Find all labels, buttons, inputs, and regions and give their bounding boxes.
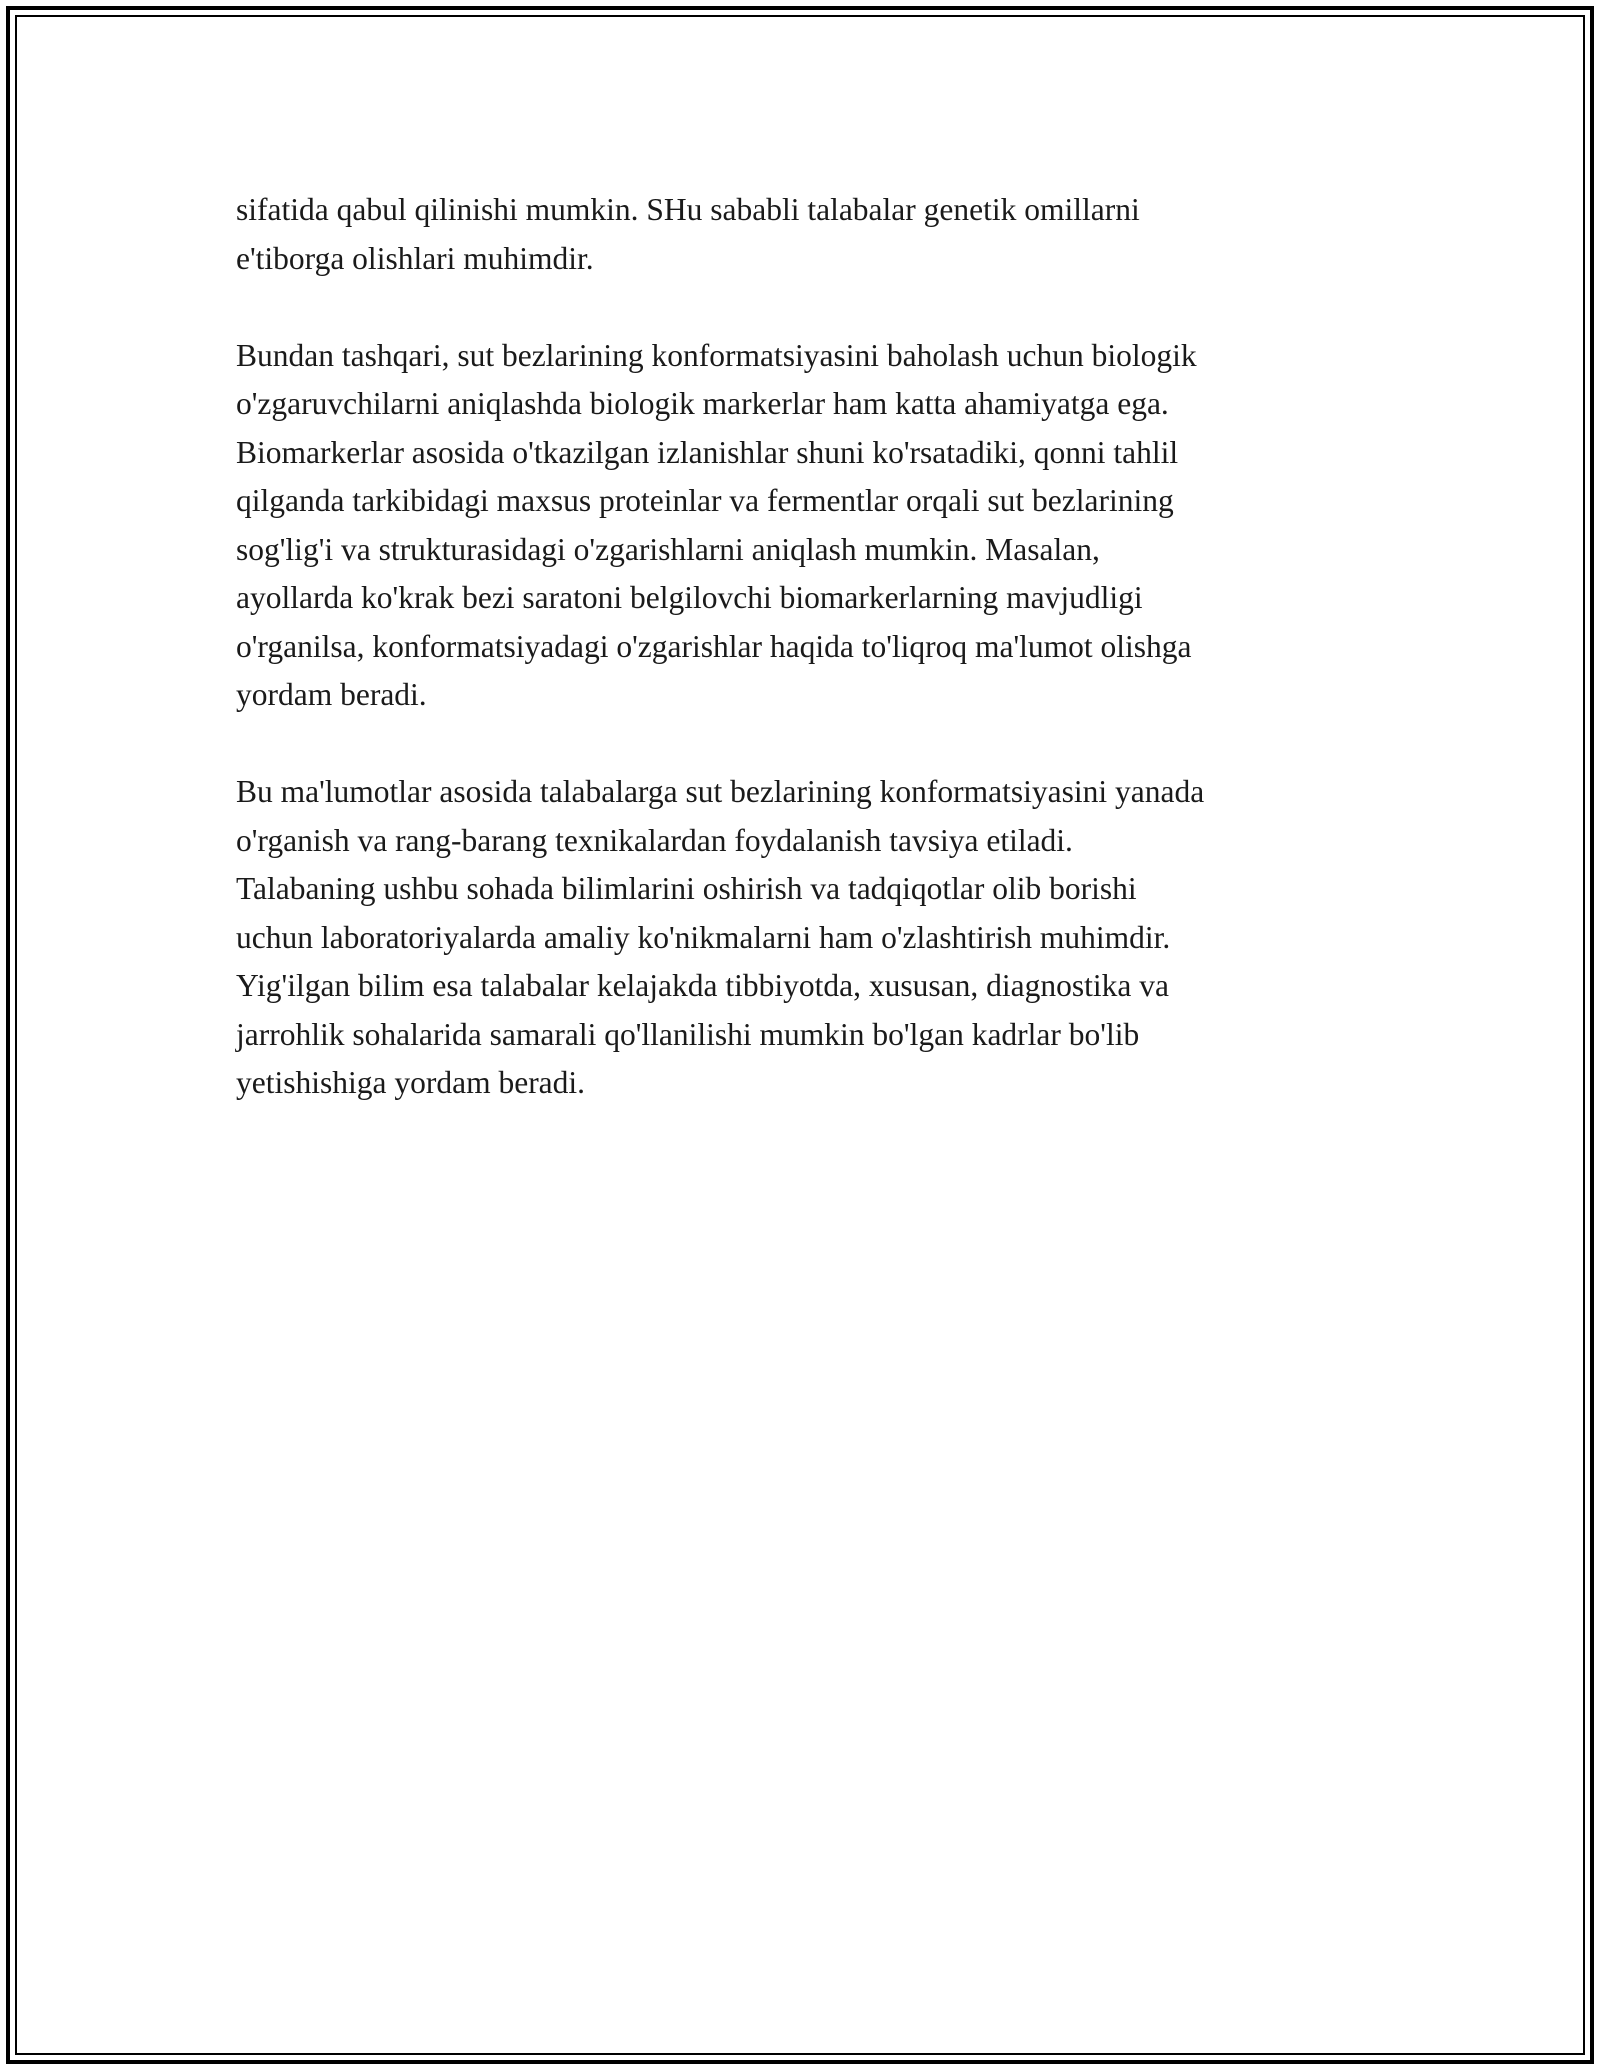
document-body bbox=[236, 186, 1376, 1156]
paragraph-3: Bu ma'lumotlar asosida talabalarga sut bezlarining konformatsiyasini yanada o'rganish va rang-barang texnikalardan foydalanish tavsiya etiladi. Talabaning ushbu sohada bilimlarini oshirish va tadqiqotlar olib borishi uchun laboratoriyalarda amaliy ko'nikmalarni ham o'zlashtirish muhimdir. Yig'ilgan bilim esa talabalar kelajakda tibbiyotda, xususan, diagnostika va jarrohlik sohalarida samarali qo'llanilishi mumkin bo'lgan kadrlar bo'lib yetishishiga yordam beradi. bbox=[236, 774, 1205, 1100]
paragraph-2: Bundan tashqari, sut bezlarining konformatsiyasini baholash uchun biologik o'zgaruvchilarni aniqlashda biologik markerlar ham katta ahamiyatga ega. Biomarkerlar asosida o'tkazilgan izlanishlar shuni ko'rsatadiki, qonni tahlil qilganda tarkibidagi maxsus proteinlar va fermentlar orqali sut bezlarining sog'lig'i va strukturasidagi o'zgarishlarni aniqlash mumkin. Masalan, ayollarda ko'krak bezi saratoni belgilovchi biomarkerlarning mavjudligi o'rganilsa, konformatsiyadagi o'zgarishlar haqida to'liqroq ma'lumot olishga yordam beradi. bbox=[236, 337, 1197, 712]
paragraph-1: sifatida qabul qilinishi mumkin. SHu sababli talabalar genetik omillarni e'tiborga olishlari muhimdir. bbox=[236, 192, 1140, 276]
